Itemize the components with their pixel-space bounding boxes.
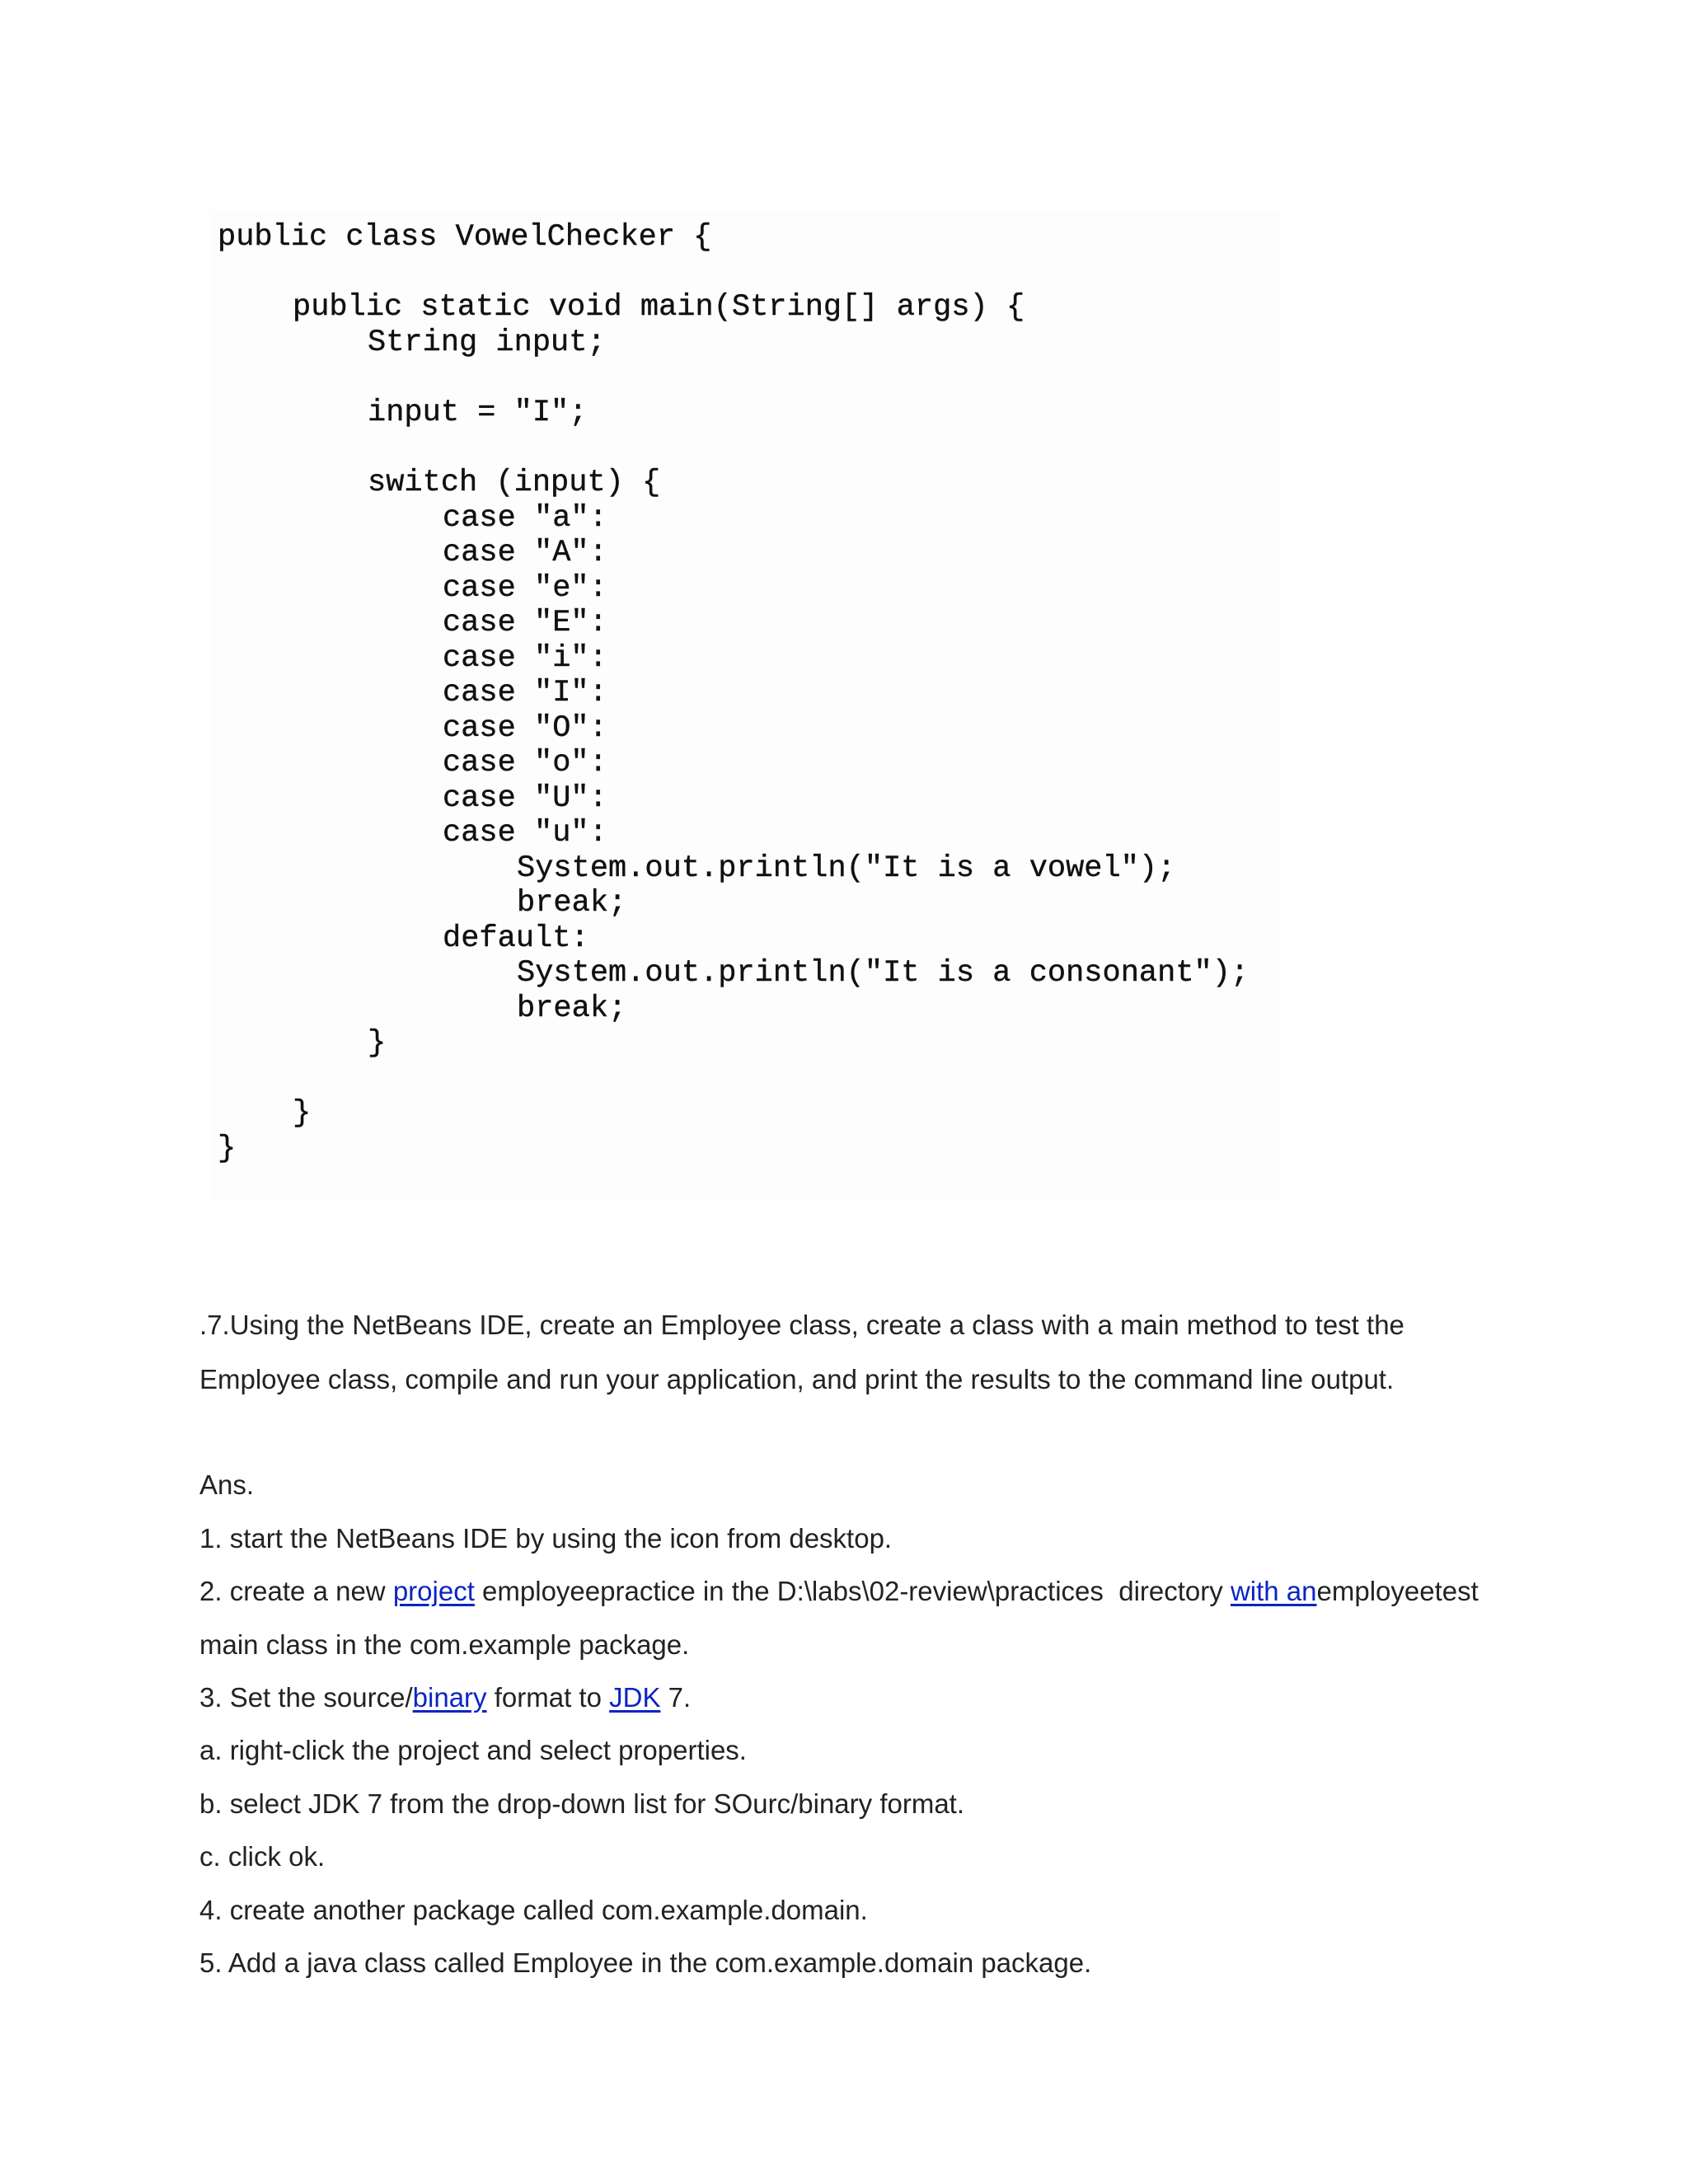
answer-step: 1. start the NetBeans IDE by using the icon from desktop. (199, 1523, 893, 1554)
code-line: System.out.println("It is a vowel"); (517, 851, 1176, 886)
code-line: } (368, 1026, 387, 1061)
code-line: switch (input) { (368, 466, 661, 500)
answer-step-text: 7. (660, 1682, 692, 1713)
code-line: case "u": (443, 816, 607, 851)
answer-step: 4. create another package called com.example.domain. (199, 1895, 868, 1925)
code-line: public class VowelChecker { (218, 220, 712, 255)
code-line: System.out.println("It is a consonant"); (517, 956, 1250, 991)
code-line: public static void main(String[] args) { (293, 290, 1025, 325)
code-line: case "o": (443, 746, 607, 780)
code-line: } (293, 1096, 312, 1131)
answer-step-text: employeetest (1316, 1576, 1479, 1606)
code-line: input = "I"; (368, 396, 588, 430)
code-line: case "e": (443, 571, 607, 606)
answer-step-text: format to (486, 1682, 610, 1713)
code-line: case "U": (443, 781, 607, 816)
code-line: case "A": (443, 536, 607, 570)
answer-step (199, 1575, 1479, 1608)
answer-substep: c. click ok. (199, 1841, 326, 1872)
answer-step (199, 1681, 691, 1714)
answer-step-text: employeepractice in the D:\labs\02-review\practices directory (474, 1576, 1231, 1606)
jdk-link[interactable]: JDK (609, 1682, 661, 1713)
answer-substep: b. select JDK 7 from the drop-down list for SOurc/binary format. (199, 1788, 965, 1819)
code-line: break; (517, 886, 627, 921)
code-line: default: (443, 921, 589, 956)
code-line: case "a": (443, 501, 607, 536)
question-line: Employee class, compile and run your application, and print the results to the command line output. (199, 1364, 1395, 1394)
code-line: } (218, 1132, 237, 1166)
answer-step-text: 3. Set the source/ (199, 1682, 413, 1713)
code-line: case "i": (443, 641, 607, 676)
code-line: case "O": (443, 711, 607, 746)
question-line: .7.Using the NetBeans IDE, create an Employee class, create a class with a main method to test the (199, 1310, 1404, 1340)
code-line: case "I": (443, 676, 607, 710)
answer-step-continuation: main class in the com.example package. (199, 1629, 690, 1660)
answer-step-text: 2. create a new (199, 1576, 393, 1606)
project-link[interactable]: project (392, 1576, 475, 1606)
answer-substep: a. right-click the project and select properties. (199, 1735, 747, 1765)
code-line: break; (517, 991, 627, 1026)
binary-link[interactable]: binary (412, 1682, 487, 1713)
with-an-link[interactable]: with an (1230, 1576, 1317, 1606)
code-line: String input; (368, 326, 606, 360)
answer-label: Ans. (199, 1469, 255, 1500)
code-line: case "E": (443, 606, 607, 640)
answer-step: 5. Add a java class called Employee in the com.example.domain package. (199, 1947, 1092, 1978)
